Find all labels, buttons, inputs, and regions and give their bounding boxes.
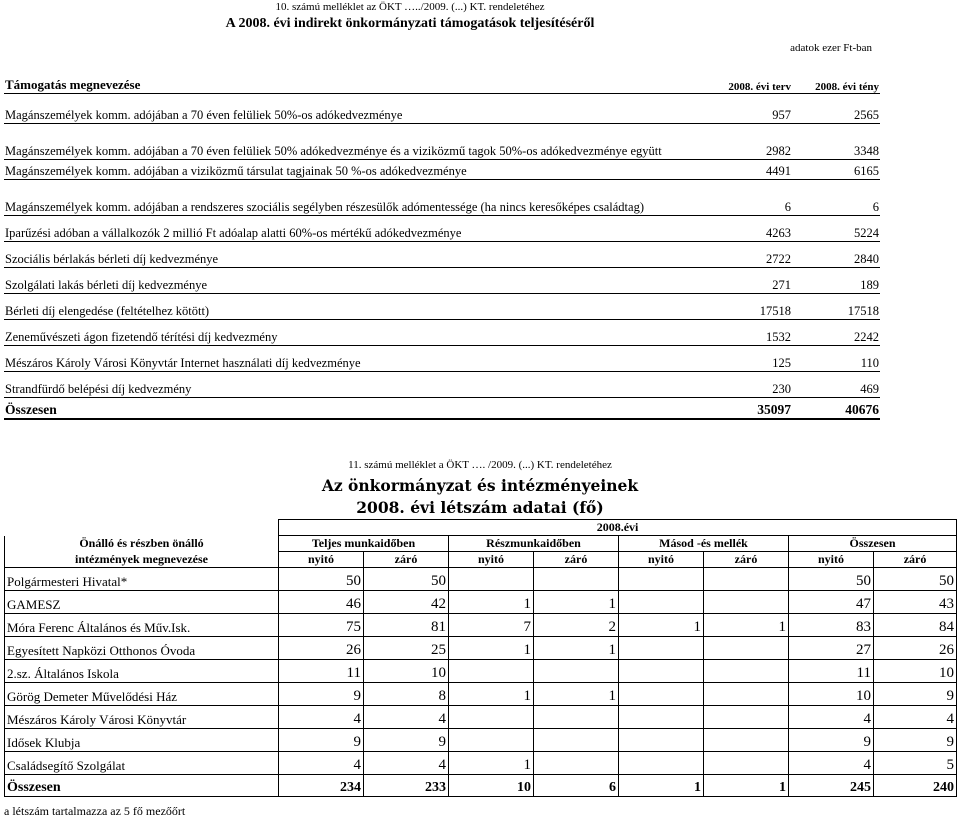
headcount-table (4, 519, 957, 797)
headcount-value: 1 (619, 614, 704, 637)
headcount-value: 10 (874, 660, 957, 683)
headcount-value: 245 (789, 775, 874, 797)
headcount-row (5, 614, 957, 637)
headcount-value (704, 752, 789, 775)
plan-value: 230 (704, 371, 792, 397)
headcount-value: 1 (534, 683, 619, 706)
subheader-opening: nyitó (619, 552, 704, 568)
headcount-value: 1 (449, 683, 534, 706)
subsidy-row (4, 104, 880, 123)
headcount-value (704, 637, 789, 660)
headcount-value: 47 (789, 591, 874, 614)
group-header-fulltime: Teljes munkaidőben (279, 536, 449, 552)
subsidy-row (4, 179, 880, 215)
subheader-opening: nyitó (449, 552, 534, 568)
headcount-value: 233 (364, 775, 449, 797)
headcount-value: 27 (789, 637, 874, 660)
headcount-value: 4 (874, 706, 957, 729)
actual-value: 469 (792, 371, 880, 397)
headcount-value: 7 (449, 614, 534, 637)
subsidy-row (4, 267, 880, 293)
headcount-value: 42 (364, 591, 449, 614)
headcount-value: 75 (279, 614, 364, 637)
plan-value: 2982 (704, 123, 792, 159)
headcount-value: 1 (704, 775, 789, 797)
subsidy-row (4, 345, 880, 371)
subsidy-row (4, 123, 880, 159)
headcount-row (5, 729, 957, 752)
annex2-title: Az önkormányzat és intézményeinek (321, 476, 639, 495)
total-plan: 35097 (704, 397, 792, 419)
headcount-value: 9 (789, 729, 874, 752)
headcount-value: 6 (534, 775, 619, 797)
headcount-value (534, 660, 619, 683)
headcount-value: 26 (874, 637, 957, 660)
headcount-value: 10 (364, 660, 449, 683)
group-header-secondary: Másod -és mellék (619, 536, 789, 552)
headcount-value: 4 (279, 706, 364, 729)
plan-value: 1532 (704, 319, 792, 345)
headcount-value: 2 (534, 614, 619, 637)
headcount-value: 50 (789, 568, 874, 591)
headcount-value (704, 706, 789, 729)
headcount-value: 1 (534, 637, 619, 660)
plan-value: 4491 (704, 159, 792, 179)
headcount-value: 11 (279, 660, 364, 683)
headcount-value: 11 (789, 660, 874, 683)
institution-name: Családsegítő Szolgálat (5, 752, 279, 775)
annex1-reference-line: 10. számú melléklet az ÖKT …../2009. (...) KT. rendeletéhez (275, 1, 545, 13)
headcount-value (619, 568, 704, 591)
institution-name: Polgármesteri Hivatal* (5, 568, 279, 591)
institution-name: Mészáros Károly Városi Könyvtár (5, 706, 279, 729)
headcount-value (534, 568, 619, 591)
plan-value: 2722 (704, 241, 792, 267)
headcount-value: 50 (874, 568, 957, 591)
plan-value: 957 (704, 104, 792, 123)
subsidy-name: Magánszemélyek komm. adójában a viziközmű társulat tagjainak 50 %-os adókedvezménye (4, 159, 704, 179)
headcount-value: 4 (789, 706, 874, 729)
subheader-closing: záró (704, 552, 789, 568)
headcount-value (619, 637, 704, 660)
headcount-value: 9 (874, 683, 957, 706)
total-label: Összesen (4, 397, 704, 419)
subsidy-name: Bérleti díj elengedése (feltételhez kötött) (4, 293, 704, 319)
headcount-row (5, 706, 957, 729)
header-subsidy-name: Támogatás megnevezése (4, 73, 704, 93)
plan-value: 17518 (704, 293, 792, 319)
institution-name: Görög Demeter Művelődési Ház (5, 683, 279, 706)
headcount-value: 9 (874, 729, 957, 752)
headcount-value: 9 (364, 729, 449, 752)
headcount-value (534, 706, 619, 729)
headcount-value: 10 (789, 683, 874, 706)
subsidy-name: Magánszemélyek komm. adójában a 70 éven felüliek 50%-os adókedvezménye (4, 104, 704, 123)
headcount-value: 234 (279, 775, 364, 797)
headcount-value (704, 660, 789, 683)
headcount-value (619, 729, 704, 752)
blank-corner (5, 520, 279, 536)
headcount-value (619, 660, 704, 683)
actual-value: 2565 (792, 104, 880, 123)
annex2-reference-line: 11. számú melléklet a ÖKT …. /2009. (...) KT. rendeletéhez (348, 459, 612, 471)
subsidy-row (4, 371, 880, 397)
actual-value: 110 (792, 345, 880, 371)
headcount-value: 26 (279, 637, 364, 660)
group-header-parttime: Részmunkaidőben (449, 536, 619, 552)
headcount-total-row (5, 775, 957, 797)
annex1-title: A 2008. évi indirekt önkormányzati támogatások teljesítéséről (225, 16, 595, 31)
headcount-row (5, 683, 957, 706)
subsidy-name: Zeneművészeti ágon fizetendő térítési díj kedvezmény (4, 319, 704, 345)
headcount-value: 84 (874, 614, 957, 637)
headcount-row (5, 637, 957, 660)
headcount-value: 4 (789, 752, 874, 775)
headcount-value: 9 (279, 683, 364, 706)
institution-header-line1: Önálló és részben önálló (5, 536, 279, 552)
headcount-value (449, 568, 534, 591)
headcount-value (704, 568, 789, 591)
headcount-value (704, 591, 789, 614)
headcount-value: 1 (704, 614, 789, 637)
headcount-value: 5 (874, 752, 957, 775)
headcount-value: 4 (279, 752, 364, 775)
headcount-value (619, 752, 704, 775)
headcount-value: 81 (364, 614, 449, 637)
headcount-value (534, 752, 619, 775)
actual-value: 189 (792, 267, 880, 293)
headcount-value: 1 (534, 591, 619, 614)
headcount-row (5, 752, 957, 775)
actual-value: 3348 (792, 123, 880, 159)
plan-value: 4263 (704, 215, 792, 241)
subsidy-row (4, 319, 880, 345)
headcount-value: 50 (364, 568, 449, 591)
subsidy-row (4, 293, 880, 319)
subsidy-row (4, 241, 880, 267)
institution-name: Idősek Klubja (5, 729, 279, 752)
subheader-opening: nyitó (279, 552, 364, 568)
header-plan: 2008. évi terv (704, 73, 792, 93)
headcount-value (619, 591, 704, 614)
footnote: a létszám tartalmazza az 5 fő mezőőrt (4, 804, 186, 818)
headcount-value: 4 (364, 706, 449, 729)
subsidy-name: Iparűzési adóban a vállalkozók 2 millió Ft adóalap alatti 60%-os mértékű adókedvezménye (4, 215, 704, 241)
actual-value: 17518 (792, 293, 880, 319)
headcount-value: 9 (279, 729, 364, 752)
actual-value: 2242 (792, 319, 880, 345)
headcount-value: 240 (874, 775, 957, 797)
annex2-subtitle: 2008. évi létszám adatai (fő) (356, 498, 604, 517)
headcount-value (534, 729, 619, 752)
headcount-value: 43 (874, 591, 957, 614)
headcount-value: 1 (449, 591, 534, 614)
actual-value: 6165 (792, 159, 880, 179)
headcount-value: 10 (449, 775, 534, 797)
headcount-value (619, 683, 704, 706)
actual-value: 2840 (792, 241, 880, 267)
subsidy-name: Szolgálati lakás bérleti díj kedvezménye (4, 267, 704, 293)
subsidy-name: Strandfürdő belépési díj kedvezmény (4, 371, 704, 397)
headcount-value: 1 (449, 637, 534, 660)
subsidy-total-row (4, 397, 880, 419)
subsidy-name: Magánszemélyek komm. adójában a rendszeres szociális segélyben részesülők adómentessége (ha nincs keresőképes családtag) (4, 179, 704, 215)
headcount-value (449, 729, 534, 752)
institution-name: Egyesített Napközi Otthonos Óvoda (5, 637, 279, 660)
subheader-opening: nyitó (789, 552, 874, 568)
headcount-value (704, 683, 789, 706)
headcount-value: 50 (279, 568, 364, 591)
headcount-value: 25 (364, 637, 449, 660)
total-label: Összesen (5, 775, 279, 797)
plan-value: 271 (704, 267, 792, 293)
headcount-value: 83 (789, 614, 874, 637)
subsidy-row (4, 159, 880, 179)
subsidy-row (4, 215, 880, 241)
subsidy-name: Mészáros Károly Városi Könyvtár Internet használati díj kedvezménye (4, 345, 704, 371)
institution-header-line2: intézmények megnevezése (5, 552, 279, 568)
plan-value: 6 (704, 179, 792, 215)
headcount-value (704, 729, 789, 752)
headcount-value (449, 660, 534, 683)
group-header-total: Összesen (789, 536, 957, 552)
subheader-closing: záró (874, 552, 957, 568)
subsidy-table-header (4, 73, 880, 93)
subheader-closing: záró (364, 552, 449, 568)
subheader-closing: záró (534, 552, 619, 568)
headcount-value: 1 (449, 752, 534, 775)
year-header: 2008.évi (279, 520, 957, 536)
subsidy-table (4, 73, 880, 420)
subsidy-name: Szociális bérlakás bérleti díj kedvezménye (4, 241, 704, 267)
institution-name: Móra Ferenc Általános és Műv.Isk. (5, 614, 279, 637)
headcount-value: 1 (619, 775, 704, 797)
actual-value: 6 (792, 179, 880, 215)
headcount-value (619, 706, 704, 729)
headcount-value: 8 (364, 683, 449, 706)
plan-value: 125 (704, 345, 792, 371)
headcount-value (449, 706, 534, 729)
headcount-value: 46 (279, 591, 364, 614)
actual-value: 5224 (792, 215, 880, 241)
institution-name: 2.sz. Általános Iskola (5, 660, 279, 683)
headcount-value: 4 (364, 752, 449, 775)
headcount-row (5, 591, 957, 614)
headcount-row (5, 568, 957, 591)
units-note: adatok ezer Ft-ban (790, 42, 872, 54)
subsidy-name: Magánszemélyek komm. adójában a 70 éven felüliek 50% adókedvezménye és a viziközmű tagok 50%-os adókedvezménye együtt (4, 123, 704, 159)
headcount-row (5, 660, 957, 683)
header-actual: 2008. évi tény (792, 73, 880, 93)
institution-name: GAMESZ (5, 591, 279, 614)
total-actual: 40676 (792, 397, 880, 419)
